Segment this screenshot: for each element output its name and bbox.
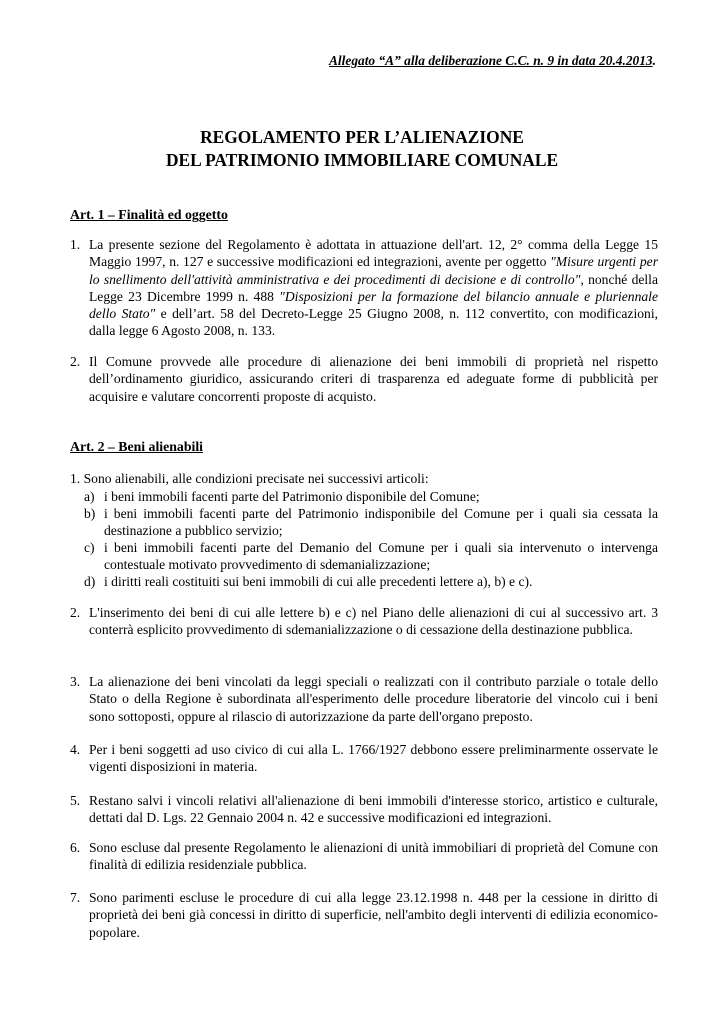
art2-heading: Art. 2 – Beni alienabili — [70, 439, 203, 454]
text-segment: , nonché della Legge 23 Dicembre 1999 n. 488 — [89, 271, 658, 304]
text-segment: e dell’art. 58 del Decreto-Legge 25 Giugno 2008, n. 112 convertito, con modificazioni, dalla legge 6 Agosto 2008, n. 133. — [89, 306, 658, 339]
item-letter: c) — [84, 540, 95, 555]
item-letter: d) — [84, 574, 96, 589]
attachment-reference-text: Allegato “A” alla deliberazione C.C. n. 9 in data 20.4.2013 — [329, 53, 653, 68]
paragraph-text: Sono escluse dal presente Regolamento le alienazioni di unità immobiliari di proprietà del Comune con finalità di edilizia residenziale pubblica. — [89, 840, 658, 873]
art2-paragraph-2 — [70, 604, 658, 639]
italic-citation: "Misure urgenti per lo snellimento dell'attività amministrativa e dei procedimenti di decisione e di controllo" — [89, 254, 658, 287]
art2-item-a — [70, 488, 658, 505]
italic-citation: "Disposizioni per la formazione del bilancio annuale e pluriennale dello Stato" — [89, 288, 658, 322]
item-text: i beni immobili facenti parte del Patrimonio indisponibile del Comune per i quali sia cessata la destinazione a pubblico servizio; — [104, 506, 658, 539]
paragraph-number: 6. — [70, 840, 81, 855]
art2-paragraph-4 — [70, 741, 658, 776]
art2-intro: 1. Sono alienabili, alle condizioni precisate nei successivi articoli: — [70, 471, 429, 486]
paragraph-number: 4. — [70, 742, 81, 757]
art2-paragraph-7 — [70, 889, 658, 941]
art2-item-d — [70, 573, 658, 590]
paragraph-text: L'inserimento dei beni di cui alle lettere b) e c) nel Piano delle alienazioni di cui al successivo art. 3 conterrà esplicito provvedimento di sdemanializzazione o di cessazione della destinazione pubblica. — [89, 605, 658, 638]
art2-item-c — [70, 539, 658, 574]
paragraph-number: 7. — [70, 890, 81, 905]
art2-paragraph-5 — [70, 792, 658, 827]
paragraph-number: 3. — [70, 674, 81, 689]
paragraph-number: 1. — [70, 237, 81, 252]
art2-item-b — [70, 505, 658, 540]
item-text: i beni immobili facenti parte del Demanio del Comune per i quali sia intervenuto o intervenga contestuale motivato provvedimento di sdemanializzazione; — [104, 540, 658, 573]
paragraph-number: 2. — [70, 354, 81, 369]
item-letter: a) — [84, 489, 95, 504]
item-text: i beni immobili facenti parte del Patrimonio disponibile del Comune; — [104, 489, 480, 504]
art1-paragraph-1 — [70, 236, 658, 340]
document-title — [0, 126, 724, 172]
art1-heading: Art. 1 – Finalità ed oggetto — [70, 207, 228, 222]
paragraph-text: Il Comune provvede alle procedure di alienazione dei beni immobili di proprietà nel rispetto dell’ordinamento giuridico, assicurando criteri di trasparenza ed adeguate forme di pubblicità per acquisire e valutare concorrenti proposte di acquisto. — [89, 354, 658, 404]
title-line-1: REGOLAMENTO PER L’ALIENAZIONE — [200, 127, 524, 147]
paragraph-text: Restano salvi i vincoli relativi all'alienazione di beni immobili d'interesse storico, artistico e culturale, dettati dal D. Lgs. 22 Gennaio 2004 n. 42 e successive modificazioni ed integrazioni. — [89, 793, 658, 826]
title-line-2: DEL PATRIMONIO IMMOBILIARE COMUNALE — [165, 150, 559, 170]
art1-paragraph-2 — [70, 353, 658, 405]
attachment-reference — [329, 52, 656, 69]
item-text: i diritti reali costituiti sui beni immobili di cui alle precedenti lettere a), b) e c). — [104, 574, 533, 589]
art2-paragraph-6 — [70, 839, 658, 874]
paragraph-text: Per i beni soggetti ad uso civico di cui alla L. 1766/1927 debbono essere preliminarmente osservate le vigenti disposizioni in materia. — [89, 742, 658, 775]
paragraph-text: Sono parimenti escluse le procedure di cui alla legge 23.12.1998 n. 448 per la cessione in diritto di proprietà dei beni già concessi in diritto di superficie, nell'ambito degli interventi di edilizia economico-popolare. — [89, 890, 658, 940]
art2-paragraph-3 — [70, 673, 658, 725]
paragraph-text: La alienazione dei beni vincolati da leggi speciali o realizzati con il contributo parziale o totale dello Stato o della Regione è subordinata all'esperimento delle procedure liberatorie del vincolo cui i beni sono sottoposti, oppure al rilascio di autorizzazione da parte dell'organo preposto. — [89, 674, 658, 724]
paragraph-number: 5. — [70, 793, 81, 808]
item-letter: b) — [84, 506, 96, 521]
attachment-reference-period: . — [652, 53, 656, 68]
paragraph-number: 2. — [70, 605, 81, 620]
paragraph-text — [89, 236, 658, 340]
text-segment: La presente sezione del Regolamento è adottata in attuazione dell'art. 12, 2° comma della Legge 15 Maggio 1997, n. 127 e successive modificazioni ed integrazioni, avente per oggetto — [89, 237, 658, 270]
